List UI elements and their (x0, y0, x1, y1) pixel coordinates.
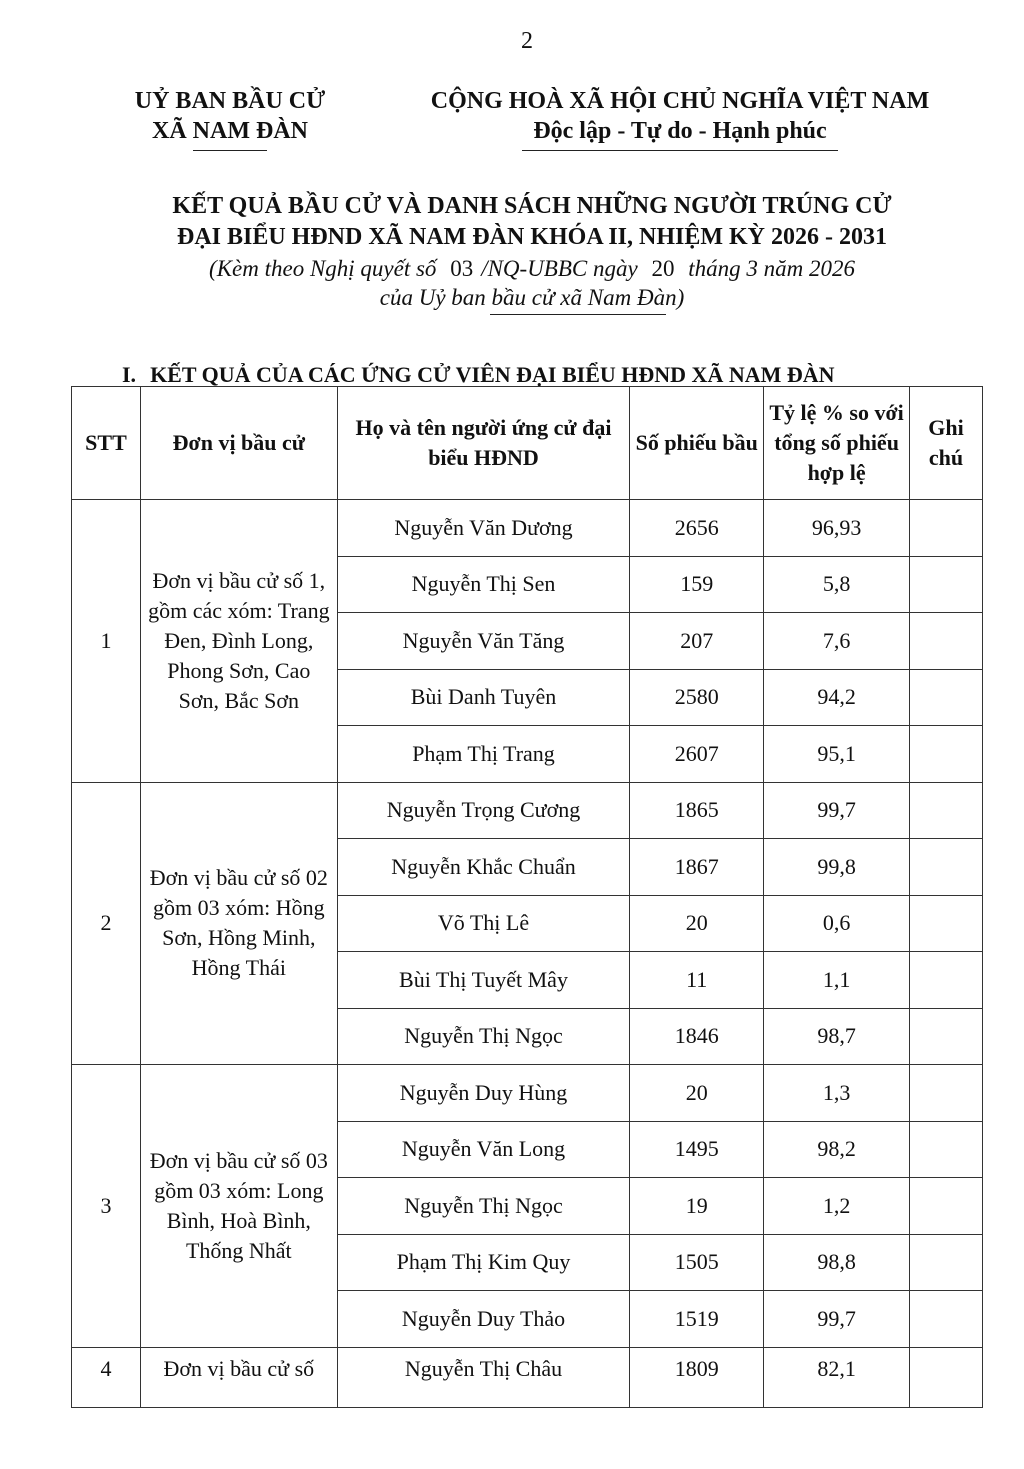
page-number: 2 (521, 28, 533, 54)
header-candidate: Họ và tên người ứng cử đại biểu HĐND (337, 387, 630, 500)
note-cell (910, 1234, 983, 1291)
candidate-name: Phạm Thị Kim Quy (337, 1234, 630, 1291)
unit-cell: Đơn vị bầu cử số (140, 1347, 337, 1407)
vote-percent: 98,8 (764, 1234, 910, 1291)
note-cell (910, 556, 983, 613)
results-table (71, 386, 983, 1408)
stt-cell: 1 (72, 500, 141, 783)
candidate-name: Phạm Thị Trang (337, 726, 630, 783)
vote-count: 1846 (630, 1008, 764, 1065)
subtitle-line-1 (40, 254, 1024, 283)
candidate-name: Nguyễn Văn Dương (337, 500, 630, 557)
table-row (72, 500, 983, 557)
country-name: CỘNG HOÀ XÃ HỘI CHỦ NGHĨA VIỆT NAM (430, 88, 930, 114)
vote-percent: 98,2 (764, 1121, 910, 1178)
table-header-row (72, 387, 983, 500)
header-note: Ghi chú (910, 387, 983, 500)
vote-count: 2656 (630, 500, 764, 557)
vote-percent: 1,3 (764, 1065, 910, 1122)
note-cell (910, 1065, 983, 1122)
vote-percent: 99,7 (764, 782, 910, 839)
document-subtitle (40, 254, 1024, 315)
subtitle-prefix: (Kèm theo Nghị quyết số (209, 256, 437, 281)
issuing-authority (100, 86, 360, 151)
header-unit: Đơn vị bầu cử (140, 387, 337, 500)
note-cell (910, 1347, 983, 1407)
note-cell (910, 952, 983, 1009)
vote-percent: 1,2 (764, 1178, 910, 1235)
candidate-name: Nguyễn Văn Tăng (337, 613, 630, 670)
vote-percent: 99,7 (764, 1291, 910, 1348)
candidate-name: Võ Thị Lê (337, 895, 630, 952)
candidate-name: Nguyễn Thị Sen (337, 556, 630, 613)
resolution-day: 20 (651, 256, 675, 281)
vote-percent: 94,2 (764, 669, 910, 726)
table-row (72, 782, 983, 839)
vote-percent: 0,6 (764, 895, 910, 952)
note-cell (910, 1121, 983, 1178)
vote-percent: 98,7 (764, 1008, 910, 1065)
title-line-1: KẾT QUẢ BẦU CỬ VÀ DANH SÁCH NHỮNG NGƯỜI TRÚNG CỬ (172, 193, 892, 219)
subtitle-mid: /NQ-UBBC ngày (481, 256, 638, 281)
authority-underline (193, 150, 267, 151)
vote-count: 19 (630, 1178, 764, 1235)
note-cell (910, 895, 983, 952)
vote-count: 159 (630, 556, 764, 613)
title-line-2: ĐẠI BIỂU HĐND XÃ NAM ĐÀN KHÓA II, NHIỆM KỲ 2026 - 2031 (176, 224, 887, 250)
subtitle-underline (490, 314, 666, 315)
note-cell (910, 500, 983, 557)
vote-count: 20 (630, 1065, 764, 1122)
vote-count: 20 (630, 895, 764, 952)
vote-percent: 82,1 (764, 1347, 910, 1407)
vote-count: 1867 (630, 839, 764, 896)
vote-count: 11 (630, 952, 764, 1009)
candidate-name: Nguyễn Duy Thảo (337, 1291, 630, 1348)
note-cell (910, 782, 983, 839)
candidate-name: Nguyễn Trọng Cương (337, 782, 630, 839)
note-cell (910, 1291, 983, 1348)
candidate-name: Nguyễn Thị Ngọc (337, 1178, 630, 1235)
subtitle-line-2: của Uỷ ban bầu cử xã Nam Đàn) (379, 285, 685, 310)
section-heading (122, 362, 835, 388)
subtitle-suffix: tháng 3 năm 2026 (688, 256, 855, 281)
authority-line-1: UỶ BAN BẦU CỬ (134, 88, 326, 114)
candidate-name: Nguyễn Khắc Chuẩn (337, 839, 630, 896)
header-stt: STT (72, 387, 141, 500)
section-title: KẾT QUẢ CỦA CÁC ỨNG CỬ VIÊN ĐẠI BIỂU HĐND XÃ NAM ĐÀN (150, 362, 835, 387)
authority-line-2: XÃ NAM ĐÀN (152, 118, 308, 144)
vote-count: 2607 (630, 726, 764, 783)
note-cell (910, 613, 983, 670)
vote-percent: 5,8 (764, 556, 910, 613)
note-cell (910, 669, 983, 726)
note-cell (910, 726, 983, 783)
unit-cell: Đơn vị bầu cử số 1, gồm các xóm: Trang Đen, Đình Long, Phong Sơn, Cao Sơn, Bắc Sơn (140, 500, 337, 783)
stt-cell: 2 (72, 782, 141, 1065)
note-cell (910, 1178, 983, 1235)
table-row (72, 1347, 983, 1407)
unit-cell: Đơn vị bầu cử số 02 gồm 03 xóm: Hồng Sơn, Hồng Minh, Hồng Thái (140, 782, 337, 1065)
candidate-name: Nguyễn Thị Châu (337, 1347, 630, 1407)
vote-percent: 96,93 (764, 500, 910, 557)
document-title (40, 191, 1024, 253)
vote-percent: 1,1 (764, 952, 910, 1009)
candidate-name: Nguyễn Văn Long (337, 1121, 630, 1178)
table-row (72, 1065, 983, 1122)
candidate-name: Nguyễn Duy Hùng (337, 1065, 630, 1122)
section-number: I. (122, 362, 137, 387)
stt-cell: 3 (72, 1065, 141, 1348)
vote-count: 2580 (630, 669, 764, 726)
vote-count: 207 (630, 613, 764, 670)
candidate-name: Bùi Thị Tuyết Mây (337, 952, 630, 1009)
vote-count: 1519 (630, 1291, 764, 1348)
note-cell (910, 1008, 983, 1065)
vote-percent: 99,8 (764, 839, 910, 896)
resolution-number: 03 (450, 256, 474, 281)
vote-percent: 7,6 (764, 613, 910, 670)
national-motto (392, 86, 968, 151)
vote-count: 1505 (630, 1234, 764, 1291)
stt-cell: 4 (72, 1347, 141, 1407)
vote-count: 1495 (630, 1121, 764, 1178)
motto: Độc lập - Tự do - Hạnh phúc (533, 118, 827, 144)
unit-cell: Đơn vị bầu cử số 03 gồm 03 xóm: Long Bình, Hoà Bình, Thống Nhất (140, 1065, 337, 1348)
vote-count: 1865 (630, 782, 764, 839)
candidate-name: Nguyễn Thị Ngọc (337, 1008, 630, 1065)
motto-underline (522, 150, 838, 151)
header-percent: Tỷ lệ % so với tổng số phiếu hợp lệ (764, 387, 910, 500)
vote-count: 1809 (630, 1347, 764, 1407)
note-cell (910, 839, 983, 896)
candidate-name: Bùi Danh Tuyên (337, 669, 630, 726)
header-votes: Số phiếu bầu (630, 387, 764, 500)
vote-percent: 95,1 (764, 726, 910, 783)
